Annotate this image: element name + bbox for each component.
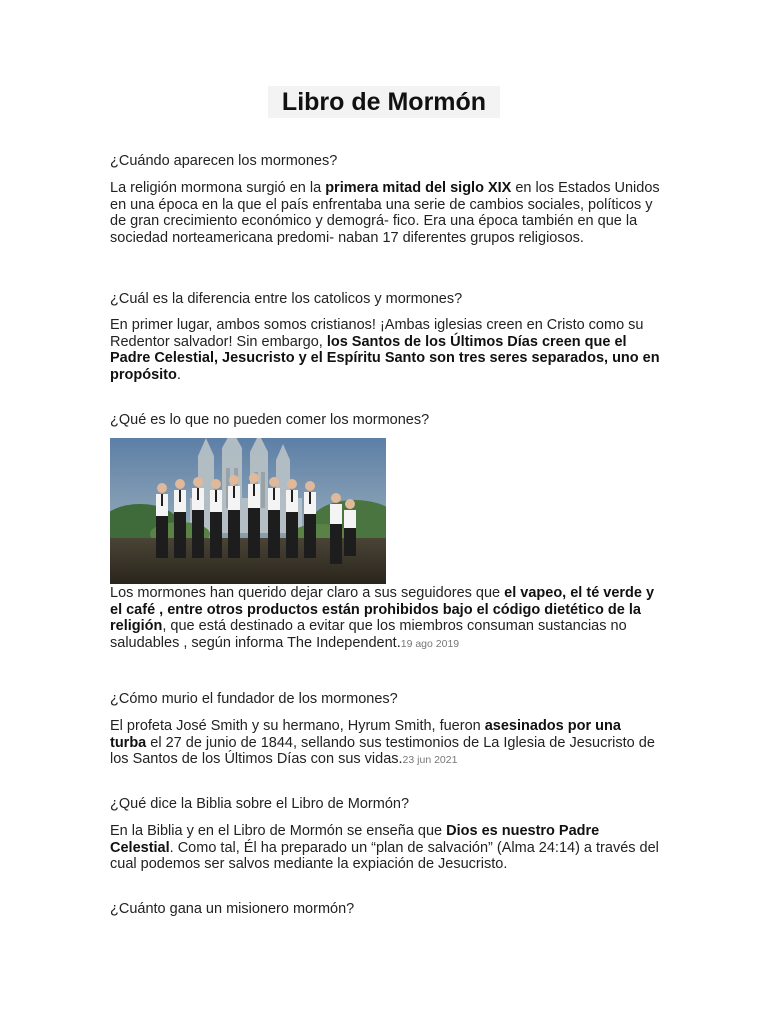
answer-highlight: los Santos de los Últimos Días creen que el Padre Celestial, Jesucristo y el Espíritu Santo son tres seres separados, uno en propósito [110,333,660,383]
question-heading: ¿Qué es lo que no pueden comer los mormones? [110,412,430,428]
answer-paragraph [110,718,660,769]
answer-date: 23 jun 2021 [402,754,458,766]
question-heading: ¿Cuál es la diferencia entre los catolicos y mormones? [110,291,463,307]
answer-paragraph [110,585,660,652]
musical-cast-photo [110,438,386,584]
answer-text: . Como tal, Él ha preparado un “plan de salvación” (Alma 24:14) a través del cual podemos ser salvos mediante la expiación de Jesucristo. [110,839,659,872]
answer-highlight: el vapeo, el té verde y el café , entre otros productos están prohibidos bajo el código dietético de la religión [110,585,655,634]
question-heading: ¿Cuánto gana un misionero mormón? [110,901,355,917]
question-heading: ¿Cómo murio el fundador de los mormones? [110,691,398,707]
answer-text: Los mormones han querido dejar claro a sus seguidores que [110,585,505,601]
answer-highlight: primera mitad del siglo XIX [325,180,512,196]
answer-paragraph [110,823,660,873]
answer-date: 19 ago 2019 [400,637,460,650]
answer-text: La religión mormona surgió en la [110,180,326,196]
answer-text: el 27 de junio de 1844, sellando sus testimonios de La Iglesia de Jesucristo de los Santos de los Últimos Días con sus vidas. [110,734,655,767]
question-heading: ¿Qué dice la Biblia sobre el Libro de Mormón? [110,796,410,812]
answer-text: En primer lugar, ambos somos cristianos! ¡Ambas iglesias creen en Cristo como su Redentor salvador! Sin embargo, [110,317,644,350]
answer-highlight: asesinados por una turba [110,718,621,751]
answer-paragraph [110,317,660,383]
question-heading: ¿Cuándo aparecen los mormones? [110,153,338,169]
answer-paragraph [110,180,660,246]
answer-text: . [176,366,181,383]
answer-text: En la Biblia y en el Libro de Mormón se enseña que [110,823,447,839]
answer-text: , que está destinado a evitar que los miembros consuman sustancias no saludables , según informa The Independent. [110,618,627,651]
answer-text: El profeta José Smith y su hermano, Hyrum Smith, fueron [110,718,485,734]
answer-highlight: Dios es nuestro Padre Celestial [110,823,600,856]
answer-text: en los Estados Unidos en una época en la que el país enfrentaba una serie de cambios sociales, políticos y de gran crecimiento económico y demográ- fico. Era una época también en que la sociedad norteamericana predomi- naban 17 diferentes grupos religiosos. [110,180,660,246]
document-title: Libro de Mormón [268,86,500,118]
